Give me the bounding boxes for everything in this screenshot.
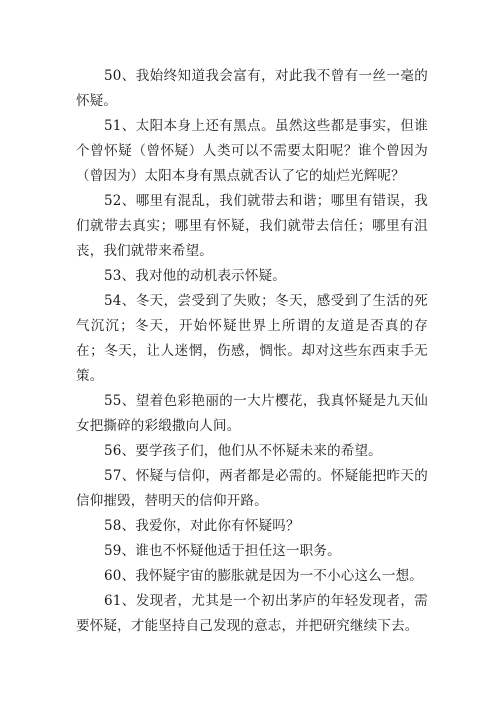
- paragraph-57: 57、怀疑与信仰，两者都是必需的。怀疑能把昨天的信仰摧毁，替明天的信仰开路。: [76, 468, 428, 509]
- paragraph-61: 61、发现者，尤其是一个初出茅庐的年轻发现者，需要怀疑，才能坚持自己发现的意志，并把研究继续下去。: [76, 593, 428, 634]
- paragraph-51: 51、太阳本身上还有黑点。虽然这些都是事实，但谁个曾怀疑（曾怀疑）人类可以不需要太阳呢？谁个曾因为（曾因为）太阳本身有黑点就否认了它的灿烂光辉呢？: [76, 118, 428, 184]
- paragraph-53: 53、我对他的动机表示怀疑。: [104, 268, 286, 284]
- paragraph-52: 52、哪里有混乱，我们就带去和谐；哪里有错误，我们就带去真实；哪里有怀疑，我们就带去信任；哪里有沮丧，我们就带来希望。: [76, 193, 428, 259]
- paragraph-56: 56、要学孩子们，他们从不怀疑未来的希望。: [104, 443, 382, 459]
- paragraph-55: 55、望着色彩艳丽的一大片樱花，我真怀疑是九天仙女把撕碎的彩缎撒向人间。: [76, 393, 428, 434]
- document-body: [76, 64, 428, 639]
- paragraph-50: 50、我始终知道我会富有，对此我不曾有一丝一毫的怀疑。: [76, 68, 428, 109]
- paragraph-54: 54、冬天，尝受到了失败；冬天，感受到了生活的死气沉沉；冬天，开始怀疑世界上所谓的友道是否真的存在；冬天，让人迷惘，伤感，惆怅。却对这些东西束手无策。: [76, 293, 428, 384]
- paragraph-59: 59、谁也不怀疑他适于担任这一职务。: [104, 543, 341, 559]
- paragraph-60: 60、我怀疑宇宙的膨胀就是因为一不小心这么一想。: [104, 568, 423, 584]
- paragraph-58: 58、我爱你，对此你有怀疑吗？: [104, 518, 300, 534]
